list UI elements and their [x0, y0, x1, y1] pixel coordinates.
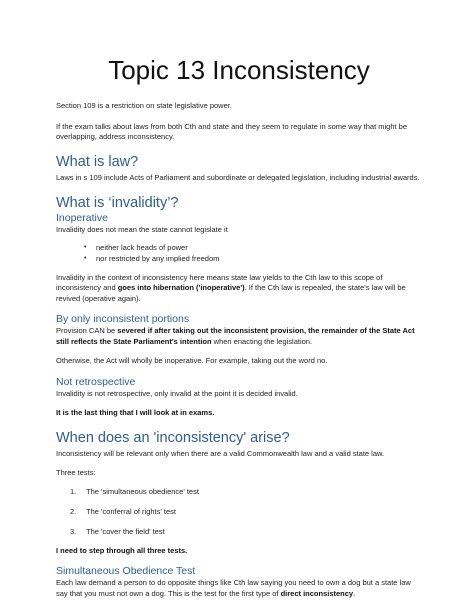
- what-is-law-text: Laws in s 109 include Acts of Parliament and subordinate or delegated legislation, including industrial awards.: [56, 172, 420, 182]
- list-number: 2.: [70, 506, 77, 516]
- heading-inoperative: Inoperative: [56, 212, 108, 224]
- bold-text: I need to step through all three tests.: [56, 545, 188, 555]
- bold-text: goes into hibernation ('inoperative'): [117, 283, 245, 292]
- invalidity-bullet-list: [56, 242, 422, 264]
- list-item: • nor restricted by any implied freedom: [84, 253, 422, 264]
- text-run: when enacting the legislation.: [211, 336, 313, 346]
- tests-label: Three tests:: [56, 468, 96, 477]
- heading-not-retrospective: Not retrospective: [56, 375, 136, 388]
- text-run: Invalidity in the context of inconsistency here means state law yields to the Cth law to this scope of inconsistency and: [56, 272, 383, 292]
- text-run: . If the Cth law is repealed, the state's law will be revived (operative again).: [56, 283, 406, 303]
- list-item: [70, 526, 422, 537]
- list-item: • neither lack heads of power: [84, 242, 422, 253]
- bold-text: severed if after taking out the inconsistent provision, the remainder of the State Act still reflects the State Parliament's intention: [56, 326, 415, 346]
- portions-otherwise-text: Otherwise, the Act will wholly be inoperative. For example, taking out the word no.: [56, 356, 328, 365]
- list-item: [70, 506, 422, 517]
- list-item-label: The 'conferral of rights' test: [86, 506, 176, 516]
- tests-list: [56, 486, 422, 537]
- list-number: 3.: [70, 526, 77, 536]
- heading-what-is-law: What is law?: [56, 153, 139, 170]
- list-item: [70, 486, 422, 497]
- text-run: Provision CAN be: [56, 326, 118, 335]
- bold-text: It is the last thing that I will look at in exams.: [56, 408, 215, 417]
- heading-inconsistent-portions: By only inconsistent portions: [56, 313, 190, 325]
- heading-simultaneous-obedience: Simultaneous Obedience Test: [56, 565, 196, 577]
- page-title: Topic 13 Inconsistency: [108, 55, 370, 85]
- text-run: Each law demand a person to do opposite things like Cth law saying you need to own a dog but a state law say that you must not own a dog. This is the test for the first type of: [56, 578, 411, 598]
- retro-bold-line: [56, 408, 422, 419]
- simultaneous-paragraph: [56, 578, 422, 599]
- arise-text: Inconsistency will be relevant only when there are a valid Commonwealth law and a valid state law.: [56, 448, 385, 458]
- heading-what-is-invalidity: What is ‘invalidity’?: [56, 195, 179, 211]
- text-run: .: [353, 588, 356, 598]
- list-number: 1.: [70, 486, 77, 496]
- heading-when-does-inconsistency-arise: When does an 'inconsistency' arise?: [56, 429, 290, 446]
- arise-bold-line: [56, 546, 422, 557]
- list-item-label: The 'simultaneous obedience' test: [86, 486, 199, 496]
- list-item-label: The 'cover the field' test: [86, 526, 165, 536]
- bold-text: direct inconsistency: [280, 588, 354, 598]
- inoperative-text: Invalidity does not mean the state cannot legislate it: [56, 225, 228, 234]
- portions-paragraph: [56, 326, 422, 347]
- invalidity-context-paragraph: [56, 273, 422, 305]
- intro-paragraph-1: Section 109 is a restriction on state legislative power.: [56, 101, 232, 110]
- retro-text: Invalidity is not retrospective, only invalid at the point it is decided invalid.: [56, 388, 298, 398]
- intro-paragraph-2: If the exam talks about laws from both Cth and state and they seem to regulate in some way that might be overlapping, address inconsistency.: [56, 121, 408, 141]
